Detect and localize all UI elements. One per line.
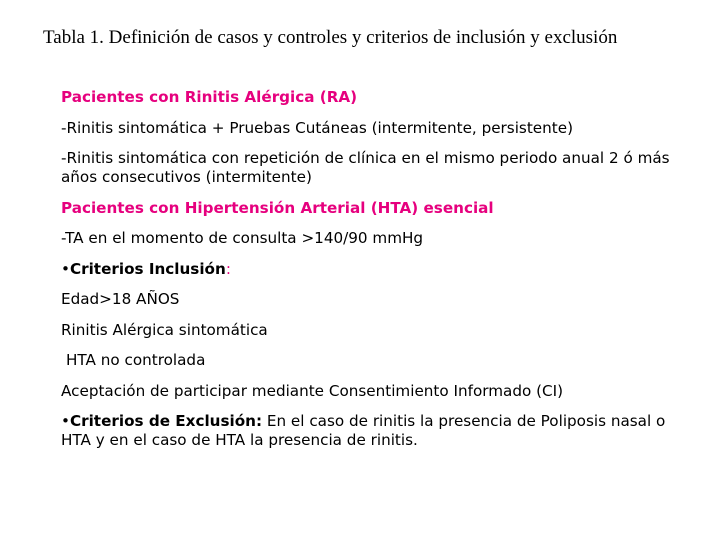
ra-heading: Pacientes con Rinitis Alérgica (RA): [61, 88, 358, 106]
hta-criterion-1: -TA en el momento de consulta >140/90 mmHg: [61, 229, 424, 247]
exclusion-bullet: •: [61, 412, 70, 430]
ra-criterion-2: -Rinitis sintomática con repetición de clínica en el mismo periodo anual 2 ó más años consecutivos (intermitente): [61, 149, 670, 186]
inclusion-item-rinitis: Rinitis Alérgica sintomática: [61, 320, 268, 339]
inclusion-item-consent: Aceptación de participar mediante Consentimiento Informado (CI): [61, 381, 564, 400]
inclusion-item-age: Edad>18 AÑOS: [61, 290, 180, 308]
table-title: Tabla 1. Definición de casos y controles y criterios de inclusión y exclusión: [43, 27, 618, 48]
hta-heading: Pacientes con Hipertensión Arterial (HTA) esencial: [61, 198, 494, 217]
inclusion-heading: [61, 260, 691, 279]
inclusion-colon: :: [225, 259, 231, 278]
inclusion-bullet: •: [61, 259, 70, 278]
content-body: [61, 88, 691, 462]
exclusion-label: Criterios de Exclusión:: [69, 412, 263, 430]
exclusion-paragraph: [61, 412, 691, 450]
inclusion-item-hta: HTA no controlada: [66, 351, 206, 369]
inclusion-label: Criterios Inclusión: [69, 259, 226, 278]
ra-criterion-1: -Rinitis sintomática + Pruebas Cutáneas (intermitente, persistente): [61, 118, 573, 137]
exclusion-text: En el caso de rinitis la presencia de Poliposis nasal o HTA y en el caso de HTA la presencia de rinitis.: [61, 412, 666, 449]
